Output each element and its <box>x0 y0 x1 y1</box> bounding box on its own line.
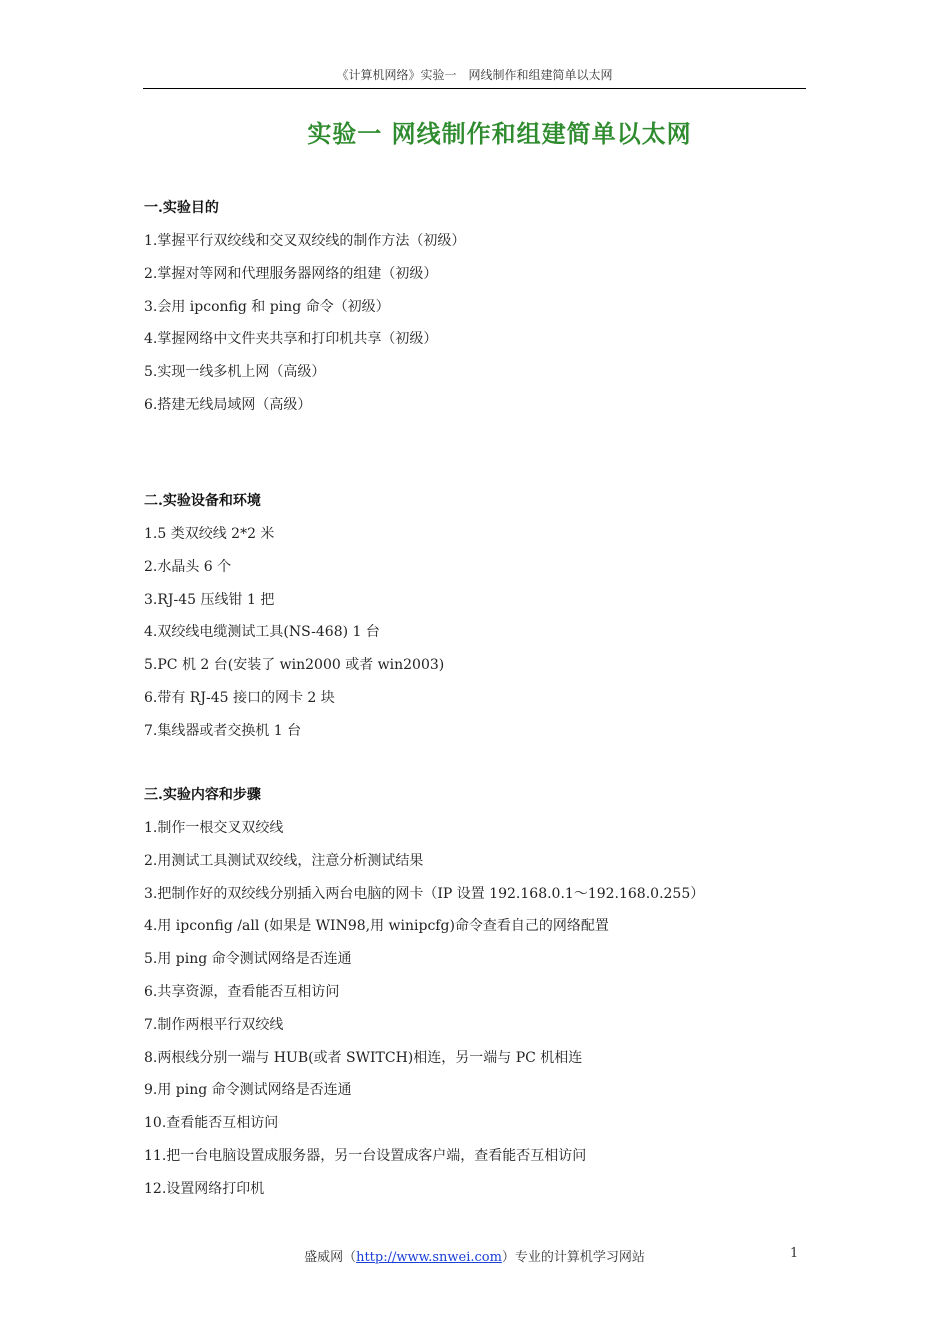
list-item: 3.把制作好的双绞线分别插入两台电脑的网卡（IP 设置 192.168.0.1～192.168.0.255） <box>144 885 705 902</box>
footer-prefix: 盛威网（ <box>304 1250 357 1265</box>
list-item: 1.5 类双绞线 2*2 米 <box>144 526 275 542</box>
section-heading: 二.实验设备和环境 <box>144 493 261 509</box>
page-footer <box>143 1246 806 1265</box>
list-item: 2.掌握对等网和代理服务器网络的组建（初级） <box>144 265 438 282</box>
page-header: 《计算机网络》实验一 网线制作和组建简单以太网 <box>143 66 806 89</box>
list-item: 2.水晶头 6 个 <box>144 558 232 575</box>
list-item: 6.搭建无线局域网（高级） <box>144 396 312 413</box>
list-item: 2.用测试工具测试双绞线，注意分析测试结果 <box>144 852 424 869</box>
list-item: 1.制作一根交叉双绞线 <box>144 820 284 836</box>
list-item: 4.双绞线电缆测试工具(NS-468) 1 台 <box>144 624 380 641</box>
section-steps <box>144 785 704 1212</box>
list-item: 6.共享资源，查看能否互相访问 <box>144 983 340 1000</box>
section-heading: 一.实验目的 <box>144 200 219 216</box>
list-item: 10.查看能否互相访问 <box>144 1115 279 1132</box>
list-item: 1.掌握平行双绞线和交叉双绞线的制作方法（初级） <box>144 233 466 249</box>
list-item: 3.RJ-45 压线钳 1 把 <box>144 591 275 608</box>
page-number: 1 <box>790 1246 799 1261</box>
list-item: 5.实现一线多机上网（高级） <box>144 364 326 381</box>
section-heading: 三.实验内容和步骤 <box>144 787 261 803</box>
list-item: 12.设置网络打印机 <box>144 1180 265 1197</box>
footer-suffix: ）专业的计算机学习网站 <box>501 1250 645 1265</box>
document-title: 实验一 网线制作和组建简单以太网 <box>307 119 692 148</box>
list-item: 4.用 ipconfig /all (如果是 WIN98,用 winipcfg)命令查看自己的网络配置 <box>144 918 609 935</box>
section-equipment <box>144 491 444 754</box>
list-item: 11.把一台电脑设置成服务器，另一台设置成客户端，查看能否互相访问 <box>144 1147 587 1164</box>
list-item: 5.用 ping 命令测试网络是否连通 <box>144 951 352 968</box>
list-item: 6.带有 RJ-45 接口的网卡 2 块 <box>144 689 335 706</box>
list-item: 9.用 ping 命令测试网络是否连通 <box>144 1082 352 1099</box>
list-item: 3.会用 ipconfig 和 ping 命令（初级） <box>144 298 390 315</box>
list-item: 8.两根线分别一端与 HUB(或者 SWITCH)相连，另一端与 PC 机相连 <box>144 1049 583 1066</box>
list-item: 4.掌握网络中文件夹共享和打印机共享（初级） <box>144 331 438 348</box>
section-objectives <box>144 198 465 428</box>
footer-link[interactable]: http://www.snwei.com <box>356 1250 502 1265</box>
list-item: 7.集线器或者交换机 1 台 <box>144 722 302 739</box>
list-item: 5.PC 机 2 台(安装了 win2000 或者 win2003) <box>144 657 445 674</box>
list-item: 7.制作两根平行双绞线 <box>144 1016 284 1033</box>
